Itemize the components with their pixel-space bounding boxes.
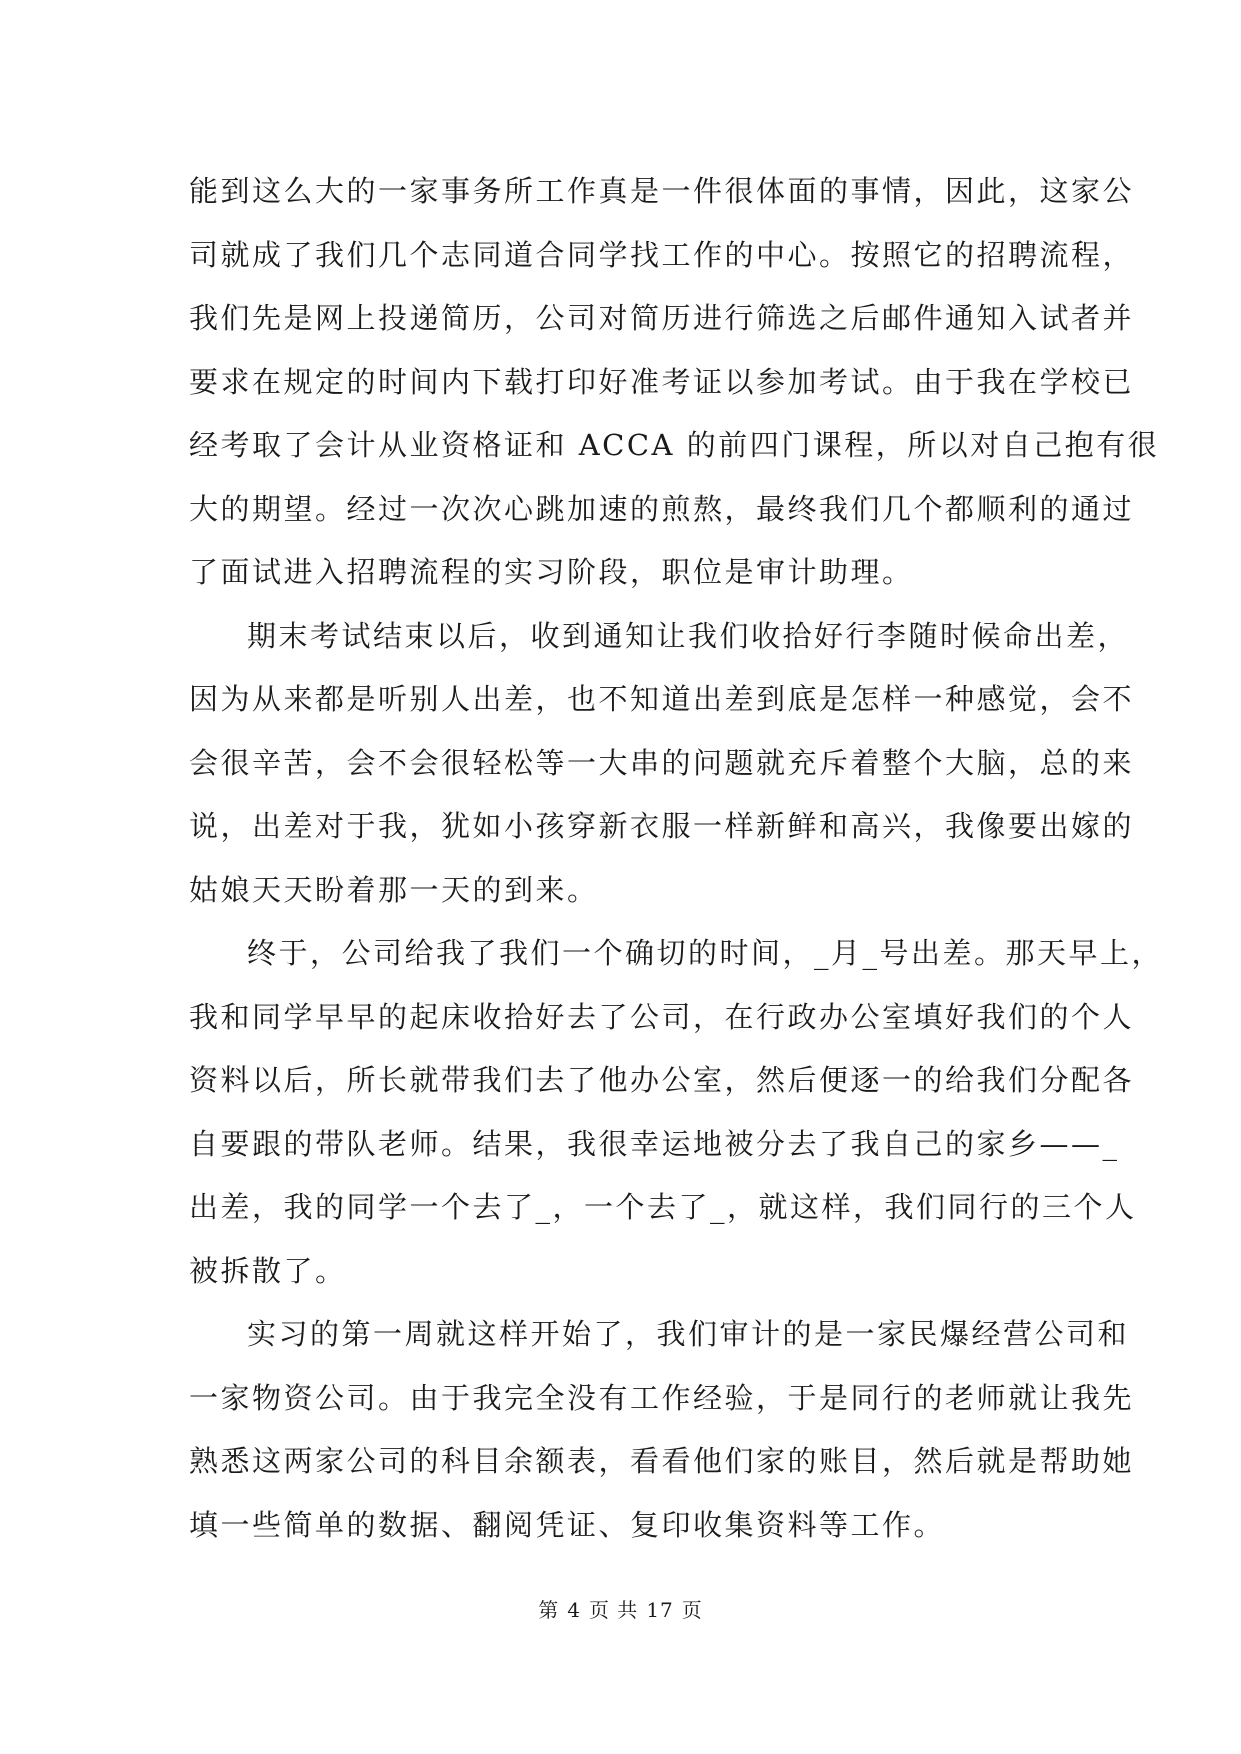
text-line: 司就成了我们几个志同道合同学找工作的中心。按照它的招聘流程，	[189, 237, 1135, 272]
text-line: 我们先是网上投递简历，公司对简历进行筛选之后邮件通知入试者并	[189, 301, 1135, 335]
document-body	[189, 160, 1164, 1557]
text-line: 大的期望。经过一次次心跳加速的煎熬，最终我们几个都顺利的通过	[189, 491, 1135, 526]
footer-prefix: 第	[538, 1598, 560, 1622]
text-line: 填一些简单的数据、翻阅凭证、复印收集资料等工作。	[189, 1507, 946, 1542]
text-line: 资料以后，所长就带我们去了他办公室，然后便逐一的给我们分配各	[189, 1063, 1135, 1097]
text-line: 出差，我的同学一个去了_，一个去了_，就这样，我们同行的三个人	[189, 1190, 1137, 1224]
paragraph-first-line: 期末考试结束以后，收到通知让我们收拾好行李随时候命出差，	[247, 618, 1130, 653]
text-line: 经考取了会计从业资格证和 ACCA 的前四门课程，所以对自己抱有很	[189, 428, 1160, 462]
footer-suffix: 页	[681, 1598, 703, 1622]
footer-total-pages: 17	[646, 1598, 674, 1622]
text-line: 会很辛苦，会不会很轻松等一大串的问题就充斥着整个大脑，总的来	[189, 745, 1135, 780]
paragraph-first-line: 实习的第一周就这样开始了，我们审计的是一家民爆经营公司和	[247, 1317, 1130, 1351]
page-footer	[0, 1594, 1241, 1623]
text-line: 姑娘天天盼着那一天的到来。	[189, 872, 599, 907]
text-line: 了面试进入招聘流程的实习阶段，职位是审计助理。	[189, 555, 914, 589]
text-line: 要求在规定的时间内下载打印好准考证以参加考试。由于我在学校已	[189, 364, 1135, 399]
footer-page-number: 4	[567, 1598, 581, 1622]
text-line: 能到这么大的一家事务所工作真是一件很体面的事情，因此，这家公	[189, 174, 1135, 208]
footer-mid: 页 共	[588, 1598, 639, 1622]
text-line: 自要跟的带队老师。结果，我很幸运地被分去了我自己的家乡——_	[189, 1126, 1120, 1161]
text-line: 说，出差对于我，犹如小孩穿新衣服一样新鲜和高兴，我像要出嫁的	[189, 809, 1135, 843]
paragraph-first-line: 终于，公司给我了我们一个确切的时间，_月_号出差。那天早上，	[247, 936, 1164, 970]
text-line: 被拆散了。	[189, 1253, 347, 1288]
text-line: 因为从来都是听别人出差，也不知道出差到底是怎样一种感觉，会不	[189, 682, 1135, 716]
text-line: 熟悉这两家公司的科目余额表，看看他们家的账目，然后就是帮助她	[189, 1444, 1135, 1478]
text-line: 一家物资公司。由于我完全没有工作经验，于是同行的老师就让我先	[189, 1380, 1135, 1415]
text-line: 我和同学早早的起床收拾好去了公司，在行政办公室填好我们的个人	[189, 999, 1135, 1034]
